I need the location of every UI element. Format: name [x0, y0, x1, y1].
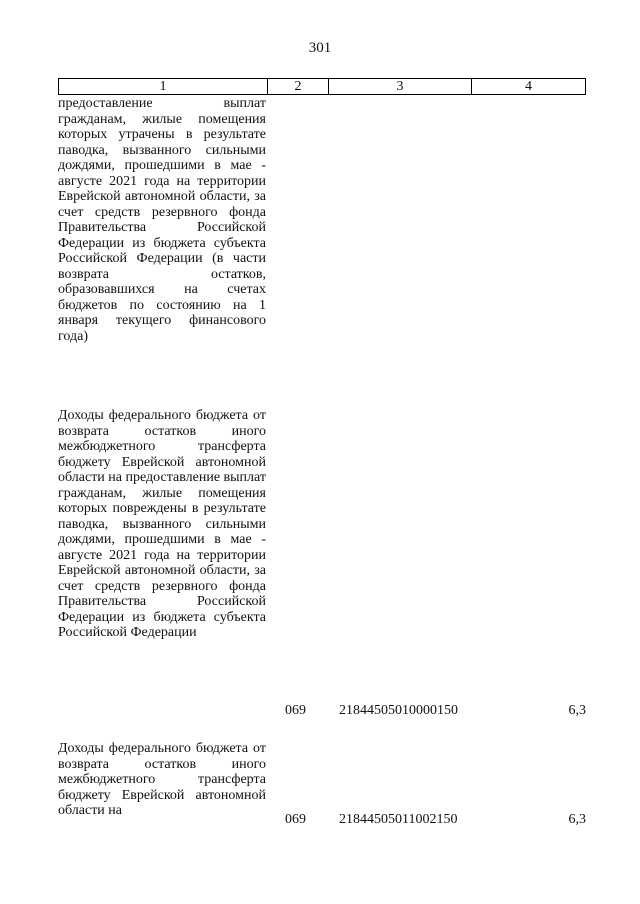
row-1-kbk: 21844505010000150	[339, 703, 458, 718]
row-1-code: 069	[285, 703, 306, 718]
row-1-description: Доходы федерального бюджета от возврата остатков иного межбюджетного трансферта бюджету Еврейской автономной области на предоставление выплат гражданам, жилые помещения которых повреждены в результате паводка, вызванного сильными дождями, прошедшими в мае - августе 2021 года на территории Еврейской автономной области, за счет средств резервного фонда Правительства Российской Федерации из бюджета субъекта Российской Федерации	[58, 408, 267, 640]
column-header-4: 4	[525, 79, 532, 94]
row-1-sum: 6,3	[568, 703, 586, 718]
row-2-kbk: 21844505011002150	[339, 812, 458, 827]
column-header-3: 3	[329, 79, 472, 94]
column-header-1: 1	[59, 79, 268, 94]
row-0-description: предоставление выплат гражданам, жилые помещения которых утрачены в результате паводка, вызванного сильными дождями, прошедшими в мае - августе 2021 года на территории Еврейской автономной области, за счет средств резервного фонда Правительства Российской Федерации из бюджета субъекта Российской Федерации (в части возврата остатков, образовавшихся на счетах бюджетов по состоянию на 1 января текущего финансового года)	[58, 96, 266, 344]
row-2-code: 069	[285, 812, 306, 827]
row-2-description: Доходы федерального бюджета от возврата остатков иного межбюджетного трансферта бюджету Еврейской автономной области на	[58, 741, 266, 818]
row-2-sum: 6,3	[568, 812, 586, 827]
page-number: 301	[308, 40, 332, 56]
table-header	[58, 78, 586, 95]
column-header-2: 2	[268, 79, 329, 94]
